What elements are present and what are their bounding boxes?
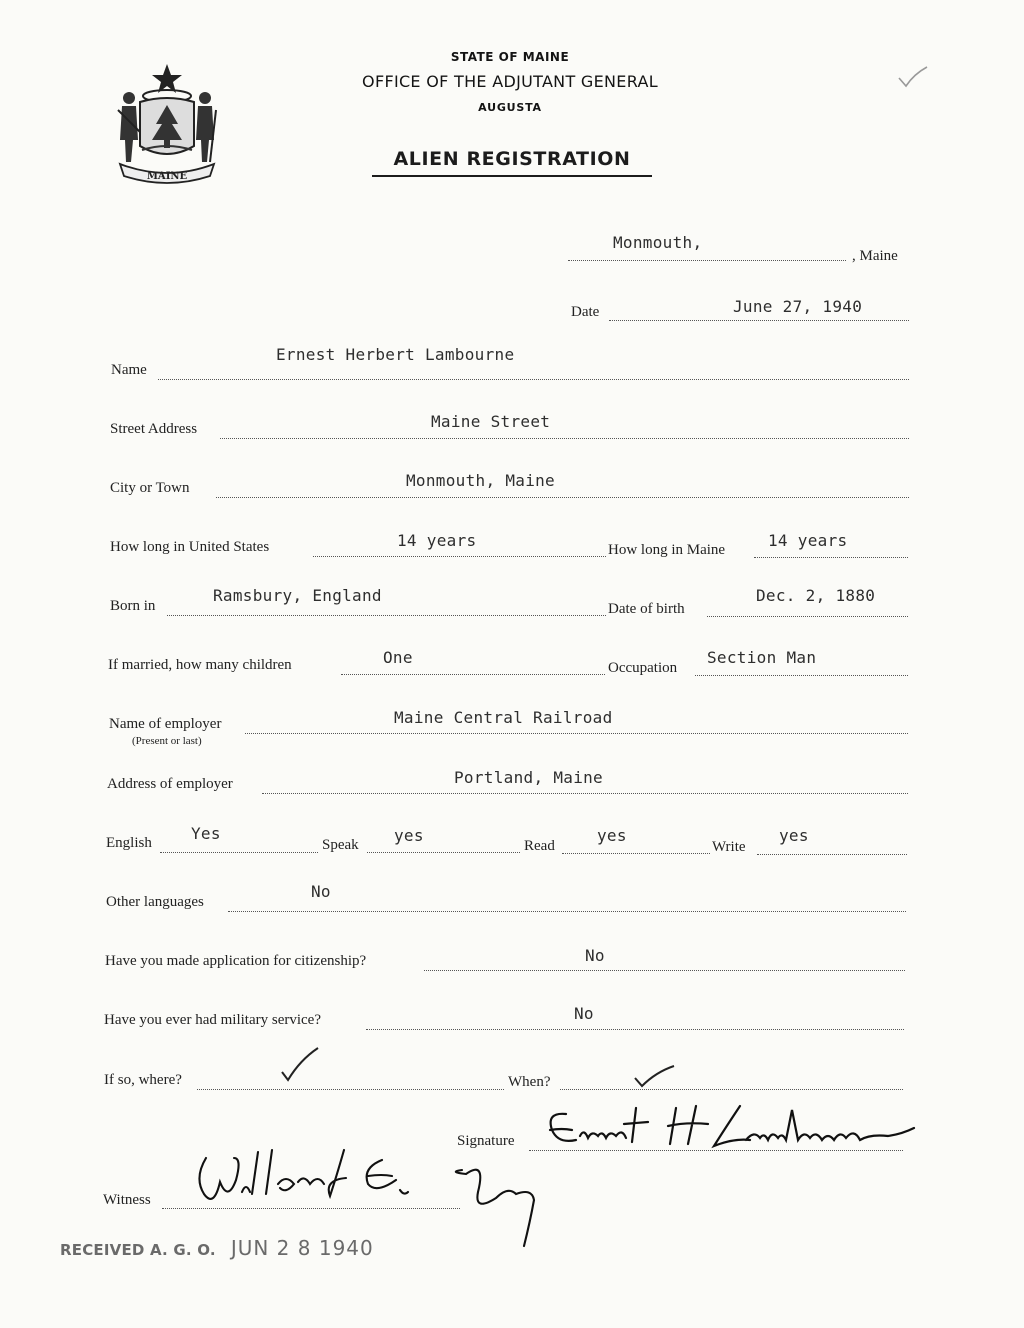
name-value: Ernest Herbert Lambourne (276, 345, 515, 364)
where-line (197, 1089, 504, 1090)
write-value: yes (779, 826, 809, 845)
received-stamp-label: RECEIVED A. G. O. (60, 1241, 216, 1259)
write-line (757, 854, 907, 855)
citizenship-value: No (585, 946, 605, 965)
born-line (167, 615, 606, 616)
street-label: Street Address (110, 421, 198, 437)
occupation-value: Section Man (707, 648, 817, 667)
date-line (609, 320, 909, 321)
street-line (220, 438, 909, 439)
maine-duration-value: 14 years (768, 531, 848, 550)
dob-line (707, 616, 908, 617)
form-title: ALIEN REGISTRATION (372, 148, 652, 177)
military-line (366, 1029, 904, 1030)
header-office: OFFICE OF THE ADJUTANT GENERAL (362, 72, 658, 91)
citizenship-line (424, 970, 905, 971)
employer-address-label: Address of employer (107, 776, 233, 792)
english-label: English (106, 835, 152, 851)
employer-value: Maine Central Railroad (394, 708, 613, 727)
signature-image (536, 1100, 918, 1180)
when-check-icon (632, 1064, 676, 1090)
children-value: One (383, 648, 413, 667)
witness-label: Witness (103, 1192, 151, 1208)
employer-sublabel: (Present or last) (132, 735, 202, 747)
us-duration-line (313, 556, 606, 557)
employer-line (245, 733, 908, 734)
children-label: If married, how many children (108, 657, 292, 673)
where-check-icon (278, 1046, 322, 1084)
maine-duration-line (754, 557, 908, 558)
occupation-line (695, 675, 908, 676)
employer-address-value: Portland, Maine (454, 768, 603, 787)
occupation-label: Occupation (608, 660, 678, 676)
military-label: Have you ever had military service? (104, 1012, 321, 1028)
signature-label: Signature (457, 1133, 515, 1149)
maine-duration-label: How long in Maine (608, 542, 726, 558)
english-line (160, 852, 318, 853)
received-stamp (60, 1236, 374, 1260)
read-value: yes (597, 826, 627, 845)
svg-text:MAINE: MAINE (146, 171, 188, 182)
write-label: Write (712, 839, 746, 855)
speak-line (367, 852, 520, 853)
date-label: Date (571, 304, 600, 320)
town-state-label: , Maine (852, 248, 898, 264)
employer-address-line (262, 793, 908, 794)
received-stamp-date: JUN 2 8 1940 (230, 1236, 374, 1260)
header-state: STATE OF MAINE (450, 50, 570, 64)
name-label: Name (111, 362, 147, 378)
read-line (562, 853, 710, 854)
dob-value: Dec. 2, 1880 (756, 586, 876, 605)
children-line (341, 674, 605, 675)
city-label: City or Town (110, 480, 190, 496)
born-value: Ramsbury, England (213, 586, 382, 605)
read-label: Read (524, 838, 555, 854)
military-value: No (574, 1004, 594, 1023)
check-mark-icon (896, 64, 930, 92)
where-label: If so, where? (104, 1072, 182, 1088)
town-value: Monmouth, (613, 233, 703, 252)
state-seal-icon (112, 58, 222, 188)
other-languages-line (228, 911, 906, 912)
city-value: Monmouth, Maine (406, 471, 555, 490)
street-value: Maine Street (431, 412, 551, 431)
us-duration-label: How long in United States (110, 539, 270, 555)
employer-label: Name of employer (109, 716, 222, 732)
born-label: Born in (110, 598, 156, 614)
city-line (216, 497, 909, 498)
speak-label: Speak (322, 837, 359, 853)
header-city: AUGUSTA (478, 101, 542, 114)
other-languages-value: No (311, 882, 331, 901)
when-label: When? (508, 1074, 551, 1090)
witness-signature-image (186, 1138, 566, 1250)
citizenship-label: Have you made application for citizenship? (105, 953, 367, 969)
other-languages-label: Other languages (106, 894, 204, 910)
when-line (560, 1089, 903, 1090)
name-line (158, 379, 909, 380)
english-value: Yes (191, 824, 221, 843)
us-duration-value: 14 years (397, 531, 477, 550)
town-line (568, 260, 846, 261)
date-value: June 27, 1940 (733, 297, 863, 316)
dob-label: Date of birth (608, 601, 685, 617)
speak-value: yes (394, 826, 424, 845)
